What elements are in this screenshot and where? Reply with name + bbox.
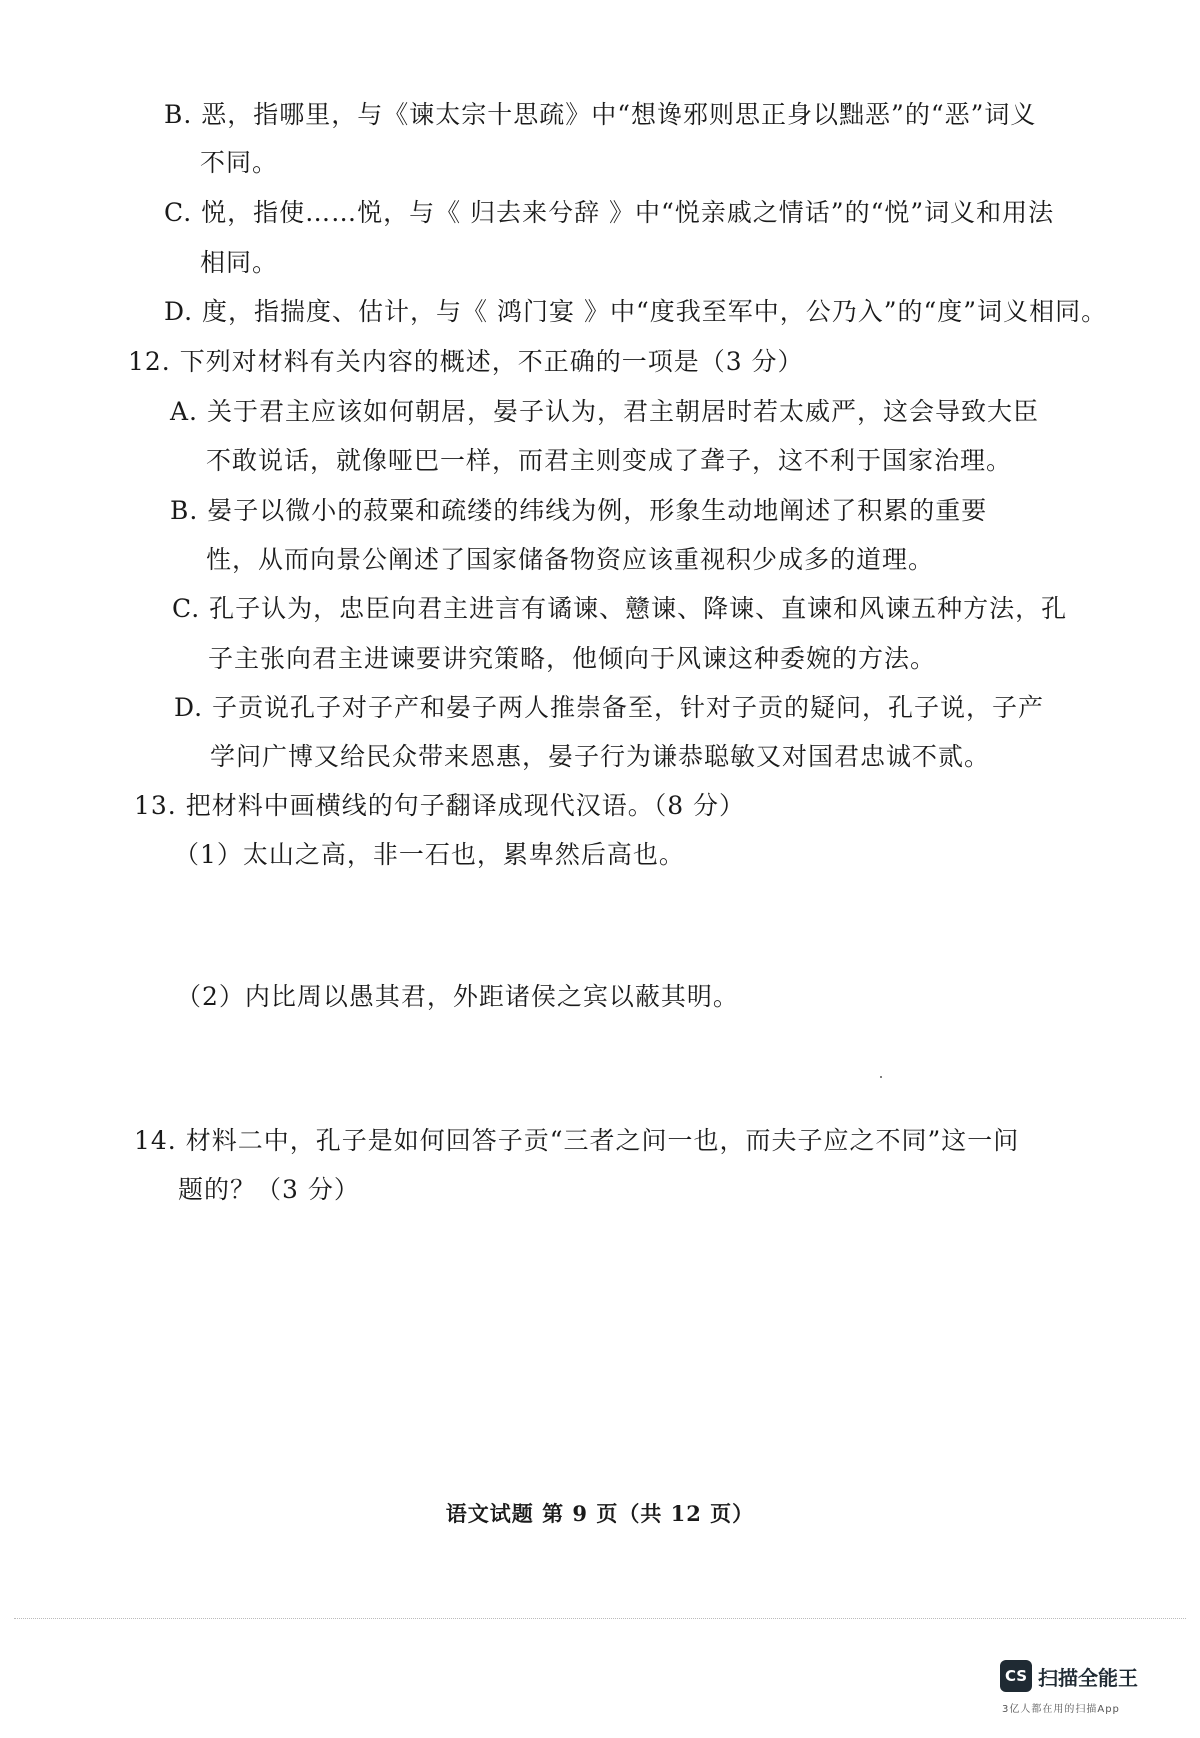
q12-stem: 12. 下列对材料有关内容的概述，不正确的一项是（3 分） (128, 347, 804, 376)
q11-option-b-line2: 不同。 (200, 148, 279, 177)
q13-item-2: （2）内比周以愚其君，外距诸侯之宾以蔽其明。 (176, 982, 739, 1011)
q12-option-b-line1: B. 晏子以微小的菽粟和疏缕的纬线为例，形象生动地阐述了积累的重要 (170, 496, 988, 525)
q12-option-c-line2: 子主张向君主进谏要讲究策略，他倾向于风谏这种委婉的方法。 (208, 644, 937, 673)
q13-stem: 13. 把材料中画横线的句子翻译成现代汉语。（8 分） (134, 791, 746, 820)
camscanner-watermark (1000, 1660, 1180, 1720)
q12-option-a-line1: A. 关于君主应该如何朝居，晏子认为，君主朝居时若太威严，这会导致大臣 (170, 397, 1039, 426)
q13-item-1: （1）太山之高，非一石也，累卑然后高也。 (174, 840, 685, 869)
q12-option-d-line2: 学问广博又给民众带来恩惠，晏子行为谦恭聪敏又对国君忠诚不贰。 (210, 742, 991, 771)
watermark-subtitle: 3亿人都在用的扫描App (1002, 1704, 1120, 1715)
q12-option-b-line2: 性，从而向景公阐述了国家储备物资应该重视积少成多的道理。 (206, 545, 935, 574)
q11-option-c-line1: C. 悦，指使……悦，与《 归去来兮辞 》中“悦亲戚之情话”的“悦”词义和用法 (164, 198, 1055, 227)
q11-option-d-line1: D. 度，指揣度、估计，与《 鸿门宴 》中“度我至军中，公乃入”的“度”词义相同。 (164, 297, 1108, 326)
q12-option-c-line1: C. 孔子认为，忠臣向君主进言有谲谏、戆谏、降谏、直谏和风谏五种方法，孔 (172, 594, 1068, 623)
scan-edge-divider (14, 1618, 1186, 1619)
q11-option-b-line1: B. 恶，指哪里，与《谏太宗十思疏》中“想谗邪则思正身以黜恶”的“恶”词义 (164, 100, 1037, 129)
q14-line1: 14. 材料二中，孔子是如何回答子贡“三者之问一也，而夫子应之不同”这一问 (134, 1126, 1020, 1155)
q12-option-d-line1: D. 子贡说孔子对子产和晏子两人推崇备至，针对子贡的疑问，孔子说，子产 (174, 693, 1045, 722)
q12-option-a-line2: 不敢说话，就像哑巴一样，而君主则变成了聋子，这不利于国家治理。 (206, 446, 1013, 475)
watermark-title: 扫描全能王 (1038, 1666, 1138, 1690)
scan-speck (880, 1076, 882, 1078)
page-footer: 语文试题 第 9 页（共 12 页） (445, 1501, 755, 1526)
cs-logo-icon: CS (1000, 1660, 1032, 1692)
q11-option-c-line2: 相同。 (200, 248, 279, 277)
q14-line2: 题的？（3 分） (178, 1175, 360, 1204)
